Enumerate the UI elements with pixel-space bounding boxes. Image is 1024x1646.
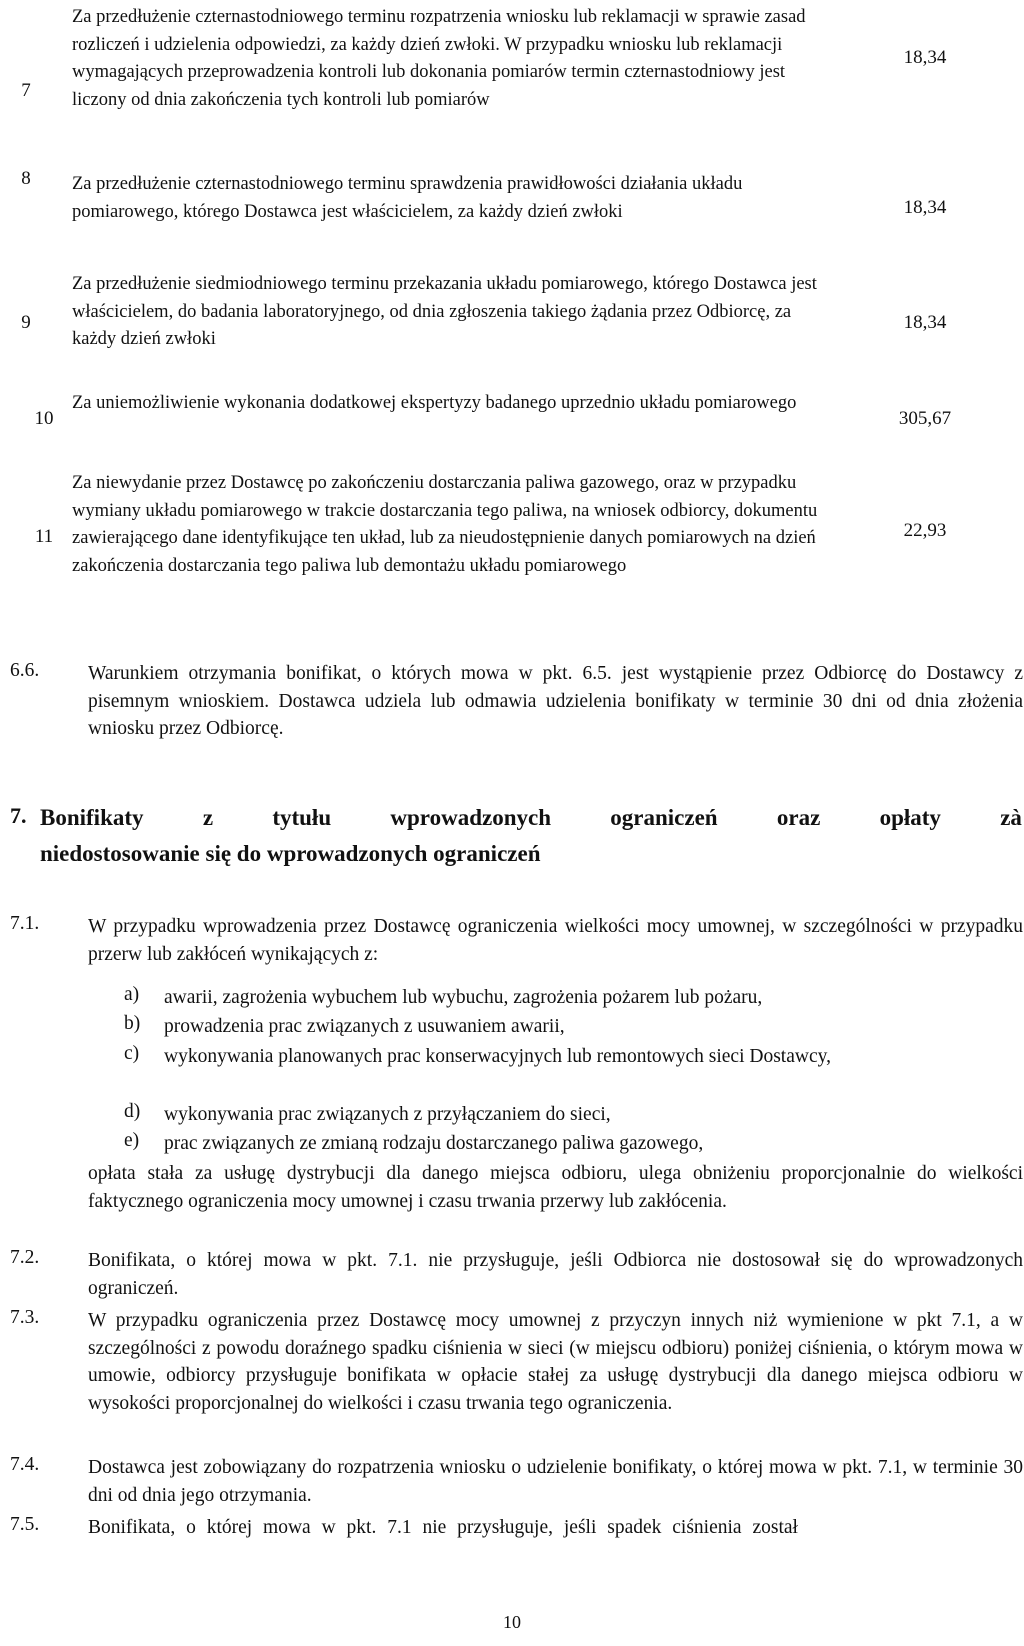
section-7-heading-line1 xyxy=(40,800,1022,836)
list-item-label: d) xyxy=(124,1101,141,1122)
table-row-value: 305,67 xyxy=(898,408,952,429)
section-7-number: 7. xyxy=(10,803,27,828)
table-row-value: 22,93 xyxy=(903,520,947,541)
section-7-1-closing: opłata stała za usługę dystrybucji dla danego miejsca odbioru, ulega obniżeniu proporcjonalnie do wielkości faktycznego ograniczenia mocy umownej i czasu trwania przerwy lub zakłócenia. xyxy=(88,1163,1023,1212)
table-row-text: Za niewydanie przez Dostawcę po zakończeniu dostarczania paliwa gazowego, oraz w przypadku wymiany układu pomiarowego w trakcie dostarczania tego paliwa, na wniosek odbiorcy, dokumentu zawierającego dane identyfikujące ten układ, lub za nieudostępnienie danych pomiarowych na dzień zakończenia dostarczania tego paliwa lub demontażu układu pomiarowego xyxy=(72,473,818,576)
list-item-text: prowadzenia prac związanych z usuwaniem awarii, xyxy=(164,1016,565,1037)
heading-word: zà xyxy=(1000,805,1022,830)
section-7-4-text: Dostawca jest zobowiązany do rozpatrzenia wniosku o udzielenie bonifikaty, o której mowa w pkt. 7.1, w terminie 30 dni od dnia jego otrzymania. xyxy=(88,1457,1023,1506)
heading-word: z xyxy=(202,805,214,830)
table-row-text: Za uniemożliwienie wykonania dodatkowej ekspertyzy badanego uprzednio układu pomiarowego xyxy=(72,393,797,413)
heading-word: wprowadzonych xyxy=(390,805,551,830)
table-row-number: 9 xyxy=(21,312,31,333)
table-row-number: 10 xyxy=(34,408,54,429)
heading-word: tytułu xyxy=(272,805,332,830)
section-7-5-text: Bonifikata, o której mowa w pkt. 7.1 nie przysługuje, jeśli spadek ciśnienia został xyxy=(88,1517,798,1538)
table-row-value: 18,34 xyxy=(903,47,947,68)
table-row-text: Za przedłużenie czternastodniowego terminu rozpatrzenia wniosku lub reklamacji w sprawie zasad rozliczeń i udzielenia odpowiedzi, za każdy dzień zwłoki. W przypadku wniosku lub reklamacji wymagających przeprowadzenia kontroli lub dokonania pomiarów termin czternastodniowy jest liczony od dnia zakończenia tych kontroli lub pomiarów xyxy=(72,7,806,110)
list-item-label: b) xyxy=(124,1013,141,1034)
section-7-heading xyxy=(40,800,1022,872)
section-7-5-number: 7.5. xyxy=(10,1514,40,1535)
heading-word: oraz xyxy=(776,805,821,830)
section-7-1-intro: W przypadku wprowadzenia przez Dostawcę ograniczenia wielkości mocy umownej, w szczególności w przypadku przerw lub zakłóceń wynikających z: xyxy=(88,916,1023,965)
section-6-6-text: Warunkiem otrzymania bonifikat, o których mowa w pkt. 6.5. jest wystąpienie przez Odbiorcę do Dostawcy z pisemnym wnioskiem. Dostawca udziela lub odmawia udzielenia bonifikaty w terminie 30 dni od dnia złożenia wniosku przez Odbiorcę. xyxy=(88,663,1023,740)
table-row-value: 18,34 xyxy=(903,312,947,333)
list-item-text: wykonywania planowanych prac konserwacyjnych lub remontowych sieci Dostawcy, xyxy=(164,1046,831,1067)
page-number: 10 xyxy=(503,1612,521,1632)
section-6-6-number: 6.6. xyxy=(10,660,40,681)
section-7-1-number: 7.1. xyxy=(10,913,40,934)
heading-word: Bonifikaty xyxy=(40,805,144,830)
table-row-number: 11 xyxy=(34,526,54,547)
table-row-number: 7 xyxy=(21,80,31,101)
section-7-4-number: 7.4. xyxy=(10,1454,40,1475)
list-item-text: awarii, zagrożenia wybuchem lub wybuchu, zagrożenia pożarem lub pożaru, xyxy=(164,987,763,1008)
table-row-text: Za przedłużenie czternastodniowego terminu sprawdzenia prawidłowości działania układu pomiarowego, którego Dostawca jest właścicielem, za każdy dzień zwłoki xyxy=(72,174,743,222)
list-item-label: e) xyxy=(124,1130,140,1151)
table-row-text: Za przedłużenie siedmiodniowego terminu przekazania układu pomiarowego, którego Dostawca jest właścicielem, do badania laboratoryjnego, od dnia zgłoszenia takiego żądania przez Odbiorcę, za każdy dzień zwłoki xyxy=(72,274,817,349)
heading-word: ograniczeń xyxy=(610,805,718,830)
table-row-value: 18,34 xyxy=(903,197,947,218)
section-7-heading-line2: niedostosowanie się do wprowadzonych ograniczeń xyxy=(40,841,541,866)
section-7-2-text: Bonifikata, o której mowa w pkt. 7.1. nie przysługuje, jeśli Odbiorca nie dostosował się do wprowadzonych ograniczeń. xyxy=(88,1250,1023,1299)
table-row-number: 8 xyxy=(21,168,31,189)
list-item-label: a) xyxy=(124,984,140,1005)
section-7-3-number: 7.3. xyxy=(10,1307,40,1328)
list-item-label: c) xyxy=(124,1043,140,1064)
section-7-2-number: 7.2. xyxy=(10,1247,40,1268)
list-item-text: prac związanych ze zmianą rodzaju dostarczanego paliwa gazowego, xyxy=(164,1133,704,1154)
list-item-text: wykonywania prac związanych z przyłączaniem do sieci, xyxy=(164,1104,611,1125)
section-7-3-text: W przypadku ograniczenia przez Dostawcę mocy umownej z przyczyn innych niż wymienione w pkt 7.1, a w szczególności z powodu doraźnego spadku ciśnienia w sieci (w miejscu odbioru) poniżej ciśnienia, o którym mowa w umowie, odbiorcy przysługuje bonifikata w opłacie stałej za usługę dystrybucji dla danego miejsca odbioru w wysokości proporcjonalnej do wielkości i czasu trwania tego ograniczenia. xyxy=(88,1310,1023,1414)
heading-word: opłaty xyxy=(879,805,941,830)
